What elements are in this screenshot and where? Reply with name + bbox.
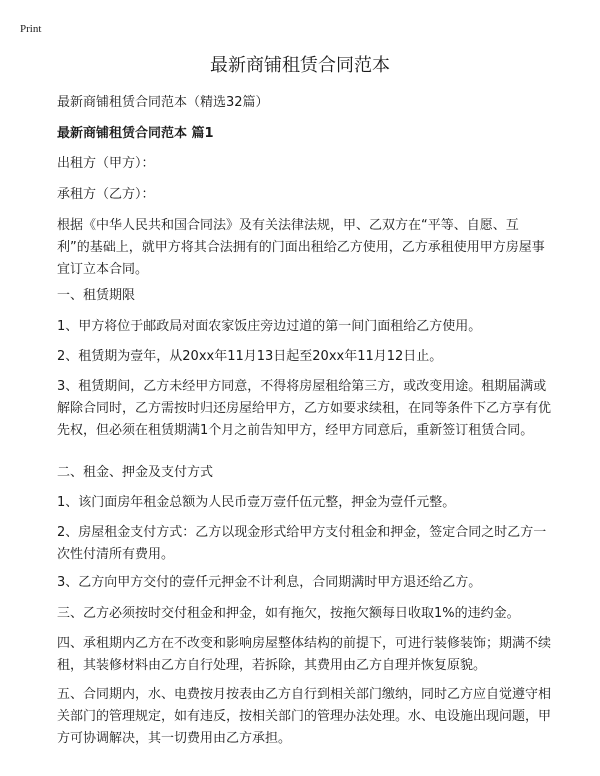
document-title: 最新商铺租赁合同范本: [210, 55, 390, 76]
heading-lease-term: 一、租赁期限: [57, 288, 136, 303]
clause-2-1: 1、该门面房年租金总额为人民币壹万壹仟伍元整，押金为壹仟元整。: [57, 495, 456, 510]
clause-5: 五、合同期内，水、电费按月按表由乙方自行到相关部门缴纳，同时乙方应自觉遵守相关部门的管理规定，如有违反，按相关部门的管理办法处理。水、电设施出现问题，甲方可协调解决，其一切费用由乙方承担。: [57, 687, 552, 746]
clause-1-1: 1、甲方将位于邮政局对面农家饭庄旁边过道的第一间门面租给乙方使用。: [57, 319, 482, 334]
print-link[interactable]: Print: [20, 23, 42, 35]
document-subtitle: 最新商铺租赁合同范本（精选32篇）: [57, 95, 269, 110]
heading-rent-deposit: 二、租金、押金及支付方式: [57, 465, 214, 480]
lessor-line: 出租方（甲方）：: [57, 156, 155, 171]
clause-2-3: 3、乙方向甲方交付的壹仟元押金不计利息，合同期满时甲方退还给乙方。: [57, 575, 482, 590]
lessee-line: 承租方（乙方）：: [57, 187, 155, 202]
clause-1-3: 3、租赁期间，乙方未经甲方同意，不得将房屋租给第三方，或改变用途。租期届满或解除合同时，乙方需按时归还房屋给甲方，乙方如要求续租，在同等条件下乙方享有优先权，但必须在租赁期满1个月之前告知甲方，经甲方同意后，重新签订租赁合同。: [57, 379, 552, 438]
clause-4: 四、承租期内乙方在不改变和影响房屋整体结构的前提下，可进行装修装饰；期满不续租，其装修材料由乙方自行处理，若拆除，其费用由乙方自理并恢复原貌。: [57, 636, 552, 673]
clause-2-2: 2、房屋租金支付方式：乙方以现金形式给甲方支付租金和押金，签定合同之时乙方一次性付清所有费用。: [57, 525, 547, 562]
intro-paragraph: 根据《中华人民共和国合同法》及有关法律法规，甲、乙双方在“平等、自愿、互利”的基础上，就甲方将其合法拥有的门面出租给乙方使用，乙方承租使用甲方房屋事宜订立本合同。: [57, 218, 545, 277]
clause-1-2: 2、租赁期为壹年，从20xx年11月13日起至20xx年11月12日止。: [57, 349, 443, 364]
section-heading: 最新商铺租赁合同范本 篇1: [57, 126, 214, 141]
clause-3: 三、乙方必须按时交付租金和押金，如有拖欠，按拖欠额每日收取1%的违约金。: [57, 606, 520, 621]
